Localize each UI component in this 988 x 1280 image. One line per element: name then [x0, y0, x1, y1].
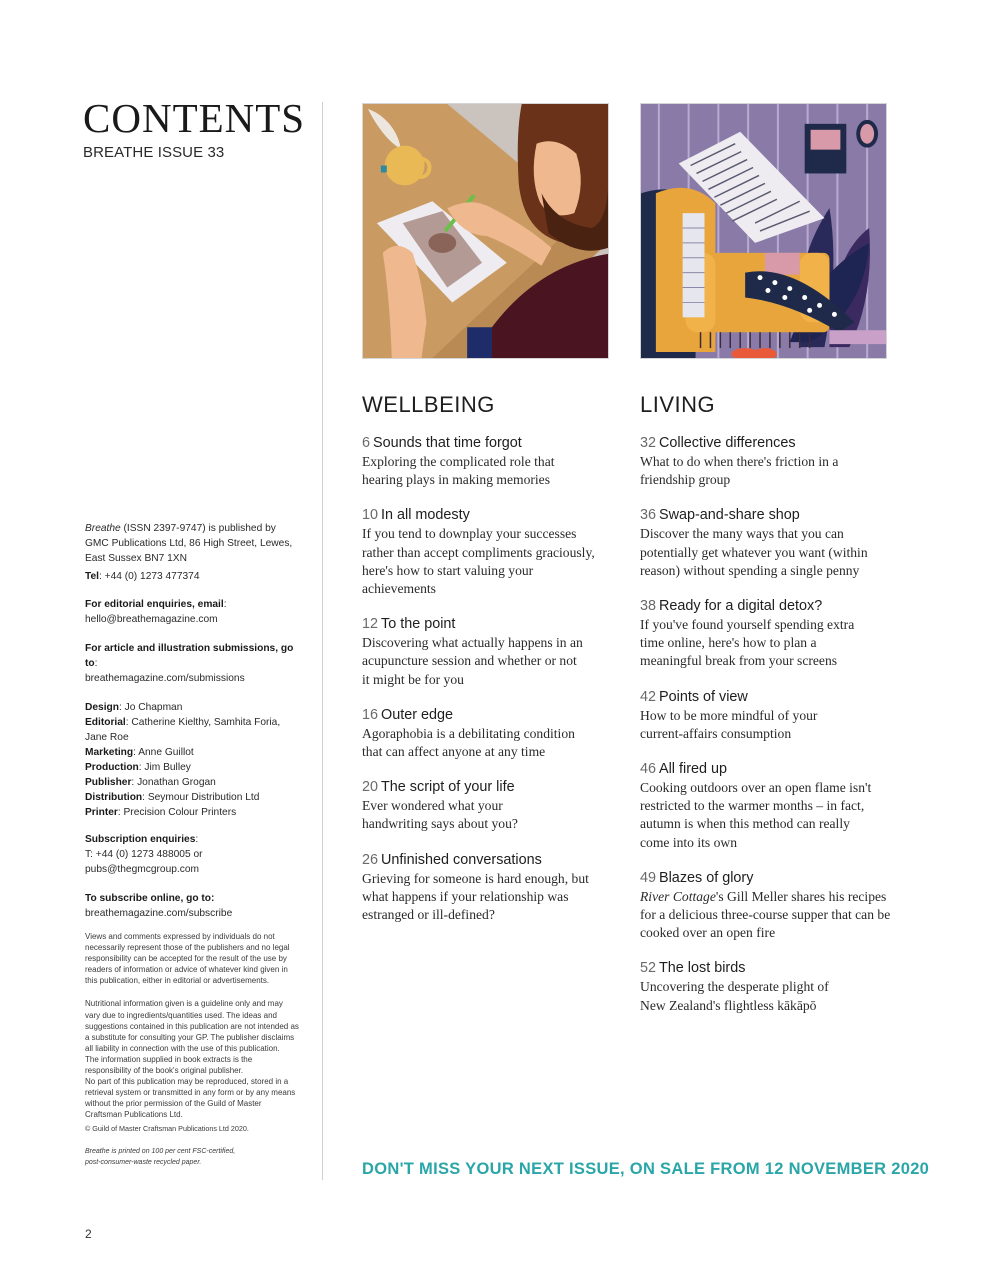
entry-page-number: 36 [640, 507, 657, 524]
editorial-contact [85, 597, 300, 627]
credit-row [85, 790, 300, 805]
section-wellbeing [362, 392, 612, 941]
credit-role: Marketing [85, 747, 134, 758]
illustration-art [641, 104, 886, 358]
disclaimer-extracts: The information supplied in book extracts is the responsibility of the book's original publisher. [85, 1054, 253, 1076]
toc-entry[interactable] [640, 760, 910, 852]
entry-title: To the point [381, 616, 456, 633]
toc-entry[interactable] [362, 615, 612, 689]
entry-page-number: 12 [362, 616, 379, 633]
credit-role: Publisher [85, 777, 132, 788]
tel-value: : +44 (0) 1273 477374 [98, 571, 200, 582]
next-issue-promo: DON'T MISS YOUR NEXT ISSUE, ON SALE FROM 12 NOVEMBER 2020 [362, 1160, 930, 1178]
entry-page-number: 26 [362, 851, 379, 868]
toc-entry[interactable] [640, 869, 910, 943]
toc-entry[interactable] [362, 434, 612, 489]
entry-page-number: 46 [640, 761, 657, 778]
entry-description: Exploring the complicated role that hearing plays in making memories [362, 454, 555, 488]
entry-title: The script of your life [381, 779, 515, 796]
imprint [85, 521, 300, 1181]
newspaper-armchair-illustration [640, 103, 887, 359]
credit-name: : Jonathan Grogan [131, 777, 216, 788]
entry-page-number: 52 [640, 960, 657, 977]
publication-name: River Cottage [640, 888, 716, 904]
column-divider [322, 102, 323, 1180]
toc-entry[interactable] [640, 959, 910, 1014]
copyright: © Guild of Master Craftsman Publications Ltd 2020. [85, 1123, 249, 1133]
toc-entry[interactable] [362, 778, 612, 833]
entry-title: Unfinished conversations [381, 851, 542, 868]
entry-page-number: 38 [640, 598, 657, 615]
credit-name: : Jim Bulley [138, 762, 191, 773]
credit-row [85, 715, 300, 745]
subscribe-online [85, 891, 300, 921]
toc-entry[interactable] [362, 506, 612, 598]
entry-page-number: 32 [640, 435, 657, 451]
entry-title: Ready for a digital detox? [659, 598, 823, 615]
staff-credits [85, 700, 300, 820]
toc-entry[interactable] [640, 434, 910, 489]
credit-role: Distribution [85, 792, 143, 803]
entry-title: All fired up [659, 761, 728, 778]
disclaimer-block [85, 998, 300, 1120]
entry-page-number: 20 [362, 779, 379, 796]
masthead [83, 96, 305, 161]
entry-page-number: 42 [640, 688, 657, 705]
entry-description [640, 888, 898, 943]
entry-description: Cooking outdoors over an open flame isn't restricted to the warmer months – in fact, autumn is when this method can really come into its own [640, 780, 872, 850]
entry-description: Discover the many ways that you can potentially get whatever you want (within reason) without spending a single penny [640, 526, 868, 578]
section-heading: LIVING [640, 392, 716, 417]
entry-title: Points of view [659, 688, 748, 705]
entry-description: If you tend to downplay your successes rather than accept compliments graciously, here's how to start valuing your achievements [362, 526, 595, 597]
page-number: 2 [85, 1227, 92, 1241]
editorial-email-link[interactable]: hello@breathemagazine.com [85, 614, 218, 625]
subscription-label: Subscription enquiries [85, 834, 196, 845]
entry-page-number: 49 [640, 869, 657, 886]
tel-line [85, 569, 300, 584]
entry-title: Collective differences [659, 435, 796, 451]
disclaimer-nutrition: Nutritional information given is a guideline only and may vary due to ingredients/quantities used. The ideas and suggestions contained in this publication are not intended as a substitute for consulting your GP. The publisher disclaims all liability in connection with the use of this publication. [85, 999, 299, 1053]
credit-role: Production [85, 762, 139, 773]
publisher-info [85, 521, 300, 566]
entry-description: Uncovering the desperate plight of New Zealand's flightless kākāpō [640, 979, 829, 1013]
man-writing-letter-illustration [362, 103, 609, 359]
credit-row [85, 700, 300, 715]
credit-name: : Anne Guillot [133, 747, 194, 758]
entry-title: The lost birds [659, 960, 746, 977]
section-heading: WELLBEING [362, 392, 495, 417]
entry-title: Outer edge [381, 706, 454, 723]
entry-page-number: 16 [362, 706, 379, 723]
entry-description: Ever wondered what your handwriting says about you? [362, 798, 518, 832]
publisher-address: (ISSN 2397-9747) is published by GMC Publications Ltd, 86 High Street, Lewes, East Sussex BN7 1XN [85, 523, 293, 564]
entry-page-number: 10 [362, 507, 379, 524]
credit-row [85, 760, 300, 775]
entry-page-number: 6 [362, 435, 371, 451]
fsc-note [85, 1146, 300, 1169]
entry-description: Discovering what actually happens in an acupuncture session and whether or not it might be for you [362, 635, 583, 687]
credit-role: Editorial [85, 717, 126, 728]
credit-name: : Jo Chapman [118, 702, 183, 713]
toc-entry[interactable] [362, 851, 612, 925]
entry-title: Sounds that time forgot [373, 435, 522, 451]
tel-label: Tel [85, 571, 99, 582]
toc-entry[interactable] [640, 688, 910, 743]
subscribe-online-label: To subscribe online, go to: [85, 893, 215, 904]
subscribe-url-link[interactable]: breathemagazine.com/subscribe [85, 908, 233, 919]
illustration-art [363, 104, 608, 358]
credit-row [85, 775, 300, 790]
credit-row [85, 745, 300, 760]
credit-name: : Seymour Distribution Ltd [142, 792, 260, 803]
disclaimer-reproduction: No part of this publication may be reproduced, stored in a retrieval system or transmitted in any form or by any means without the prior permission of the Guild of Master Craftsman Publications Ltd. [85, 1077, 296, 1120]
entry-description: How to be more mindful of your current-affairs consumption [640, 707, 818, 741]
toc-entry[interactable] [640, 506, 910, 580]
subscription-email-link[interactable]: pubs@thegmcgroup.com [85, 864, 199, 875]
credit-name: : Catherine Kielthy, Samhita Foria, Jane Roe [85, 717, 281, 743]
disclaimer-views: Views and comments expressed by individuals do not necessarily represent those of the publishers and no legal responsibility can be accepted for the result of the use by readers of information or advice of whatever kind given in this publication, either in editorial or advertisements. [85, 932, 290, 986]
entry-title: In all modesty [381, 507, 470, 524]
entry-description: What to do when there's friction in a friendship group [640, 454, 839, 488]
section-living [640, 392, 910, 1032]
subscription-phone: T: +44 (0) 1273 488005 or [85, 849, 203, 860]
credit-name: : Precision Colour Printers [117, 807, 237, 818]
colon: : [223, 599, 227, 610]
entry-description: If you've found yourself spending extra time online, here's how to plan a meaningful break from your screens [640, 617, 855, 669]
entry-description-text: 's Gill Meller shares his recipes for a delicious three-course supper that can be cooked over an open fire [640, 888, 891, 941]
credit-role: Printer [85, 807, 118, 818]
credit-role: Design [85, 702, 119, 713]
submissions-label: For article and illustration submissions, go to [85, 643, 294, 669]
fsc-line: Breathe is printed on 100 per cent FSC-certified, [85, 1147, 236, 1155]
editorial-label: For editorial enquiries, email [85, 599, 224, 610]
colon: : [195, 834, 199, 845]
colon: : [94, 658, 98, 669]
entry-title: Blazes of glory [659, 869, 754, 886]
issue-label: BREATHE ISSUE 33 [83, 144, 225, 161]
fsc-line: post-consumer-waste recycled paper. [85, 1159, 202, 1166]
entry-description: Agoraphobia is a debilitating condition that can affect anyone at any time [362, 725, 575, 760]
credit-row [85, 805, 300, 820]
entry-description: Grieving for someone is hard enough, but what happens if your relationship was estranged or ill-defined? [362, 870, 589, 923]
magazine-name: Breathe [85, 523, 121, 534]
page-title: CONTENTS [83, 95, 306, 141]
subscription-contact [85, 832, 300, 877]
submissions-contact [85, 641, 300, 686]
entry-title: Swap-and-share shop [659, 507, 800, 524]
submissions-url-link[interactable]: breathemagazine.com/submissions [85, 673, 245, 684]
toc-entry[interactable] [362, 706, 612, 761]
toc-entry[interactable] [640, 597, 910, 671]
